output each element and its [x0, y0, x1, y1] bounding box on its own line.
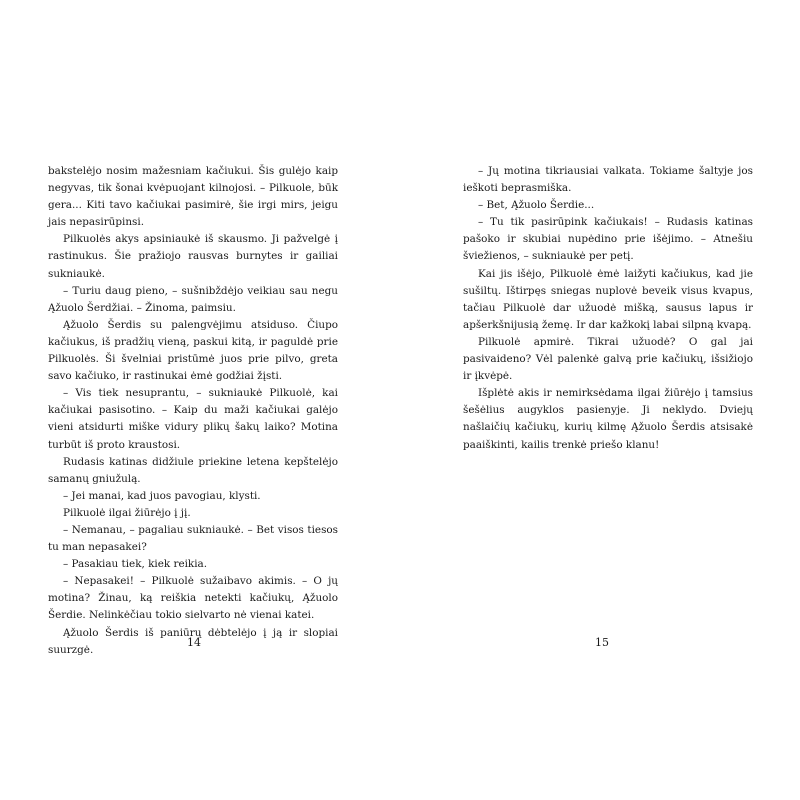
page-number: 15: [595, 636, 609, 649]
paragraph: – Tu tik pasirūpink kačiukais! – Rudasis katinas pašoko ir skubiai nupėdino prie išėjimo. – Atnešiu šviežienos, – sukniaukė per petį.: [463, 216, 753, 263]
paragraph: – Nemanau, – pagaliau sukniaukė. – Bet visos tiesos tu man nepasakei?: [48, 523, 338, 554]
paragraph: Pilkuolė apmirė. Tikrai užuodė? O gal jai pasivaideno? Vėl palenkė galvą prie kačiukų, išsižiojo ir įkvėpė.: [463, 335, 753, 383]
paragraph: Rudasis katinas didžiule priekine letena kepštelėjo samanų gniužulą.: [48, 455, 338, 485]
paragraph: bakstelėjo nosim mažesniam kačiukui. Šis gulėjo kaip negyvas, tik šonai kvėpuojant kilnojosi. – Pilkuole, būk gera... Kiti tavo kačiukai pasimirė, šie irgi mirs, jeigu jais nepasirūpinsi.: [48, 165, 338, 229]
right-page-text: [463, 163, 753, 454]
paragraph: Išplėtė akis ir nemirksėdama ilgai žiūrėjo į tamsius šešėlius augyklos pasienyje. Ji neklydo. Dviejų našlaičių kačiukų, kurių kilmę Ąžuolo Šerdis atsisakė paaiškinti, kailis trenkė priešo klanu!: [463, 387, 753, 451]
paragraph: Pilkuolė ilgai žiūrėjo į jį.: [63, 506, 191, 519]
paragraph: – Bet, Ąžuolo Šerdie...: [478, 199, 595, 212]
page-number: 14: [187, 636, 201, 649]
paragraph: – Turiu daug pieno, – sušnibždėjo veikiau sau negu Ąžuolo Šerdžiai. – Žinoma, paimsiu.: [48, 284, 338, 314]
paragraph: – Nepasakei! – Pilkuolė sužaibavo akimis. – O jų motina? Žinau, ką reiškia netekti kačiukų, Ąžuolo Šerdie. Nelinkėčiau tokio sielvarto nė vienai katei.: [48, 575, 338, 622]
paragraph: – Vis tiek nesuprantu, – sukniaukė Pilkuolė, kai kačiukai pasisotino. – Kaip du maži kačiukai galėjo vieni atsidurti miške vidury plikų šakų laiko? Motina turbūt iš proto kraustosi.: [48, 387, 338, 451]
paragraph: Pilkuolės akys apsiniaukė iš skausmo. Ji pažvelgė į rastinukus. Šie pražiojo rausvas burnytes ir gailiai sukniaukė.: [48, 233, 338, 280]
paragraph: Kai jis išėjo, Pilkuolė ėmė laižyti kačiukus, kad jie sušiltų. Ištirpęs sniegas nuplovė beveik visus kvapus, tačiau Pilkuolė dar užuodė mišką, sausus lapus ir apšerkšnijusią žemę. Ir dar kažkokį labai silpną kvapą.: [463, 267, 753, 331]
paragraph: – Pasakiau tiek, kiek reikia.: [63, 558, 208, 571]
paragraph: – Jei manai, kad juos pavogiau, klysti.: [63, 489, 261, 502]
paragraph: – Jų motina tikriausiai valkata. Tokiame šaltyje jos ieškoti beprasmiška.: [463, 165, 753, 195]
paragraph: Ąžuolo Šerdis su palengvėjimu atsiduso. Čiupo kačiukus, iš pradžių vieną, paskui kitą, ir paguldė prie Pilkuolės. Ši švelniai pristūmė juos prie pilvo, greta savo kačiuko, ir rastinukai ėmė godžiai žįsti.: [48, 318, 338, 383]
left-page-text: [48, 163, 338, 659]
paragraph: Ąžuolo Šerdis iš paniūrų dėbtelėjo į ją ir slopiai suurzgė.: [48, 626, 338, 656]
